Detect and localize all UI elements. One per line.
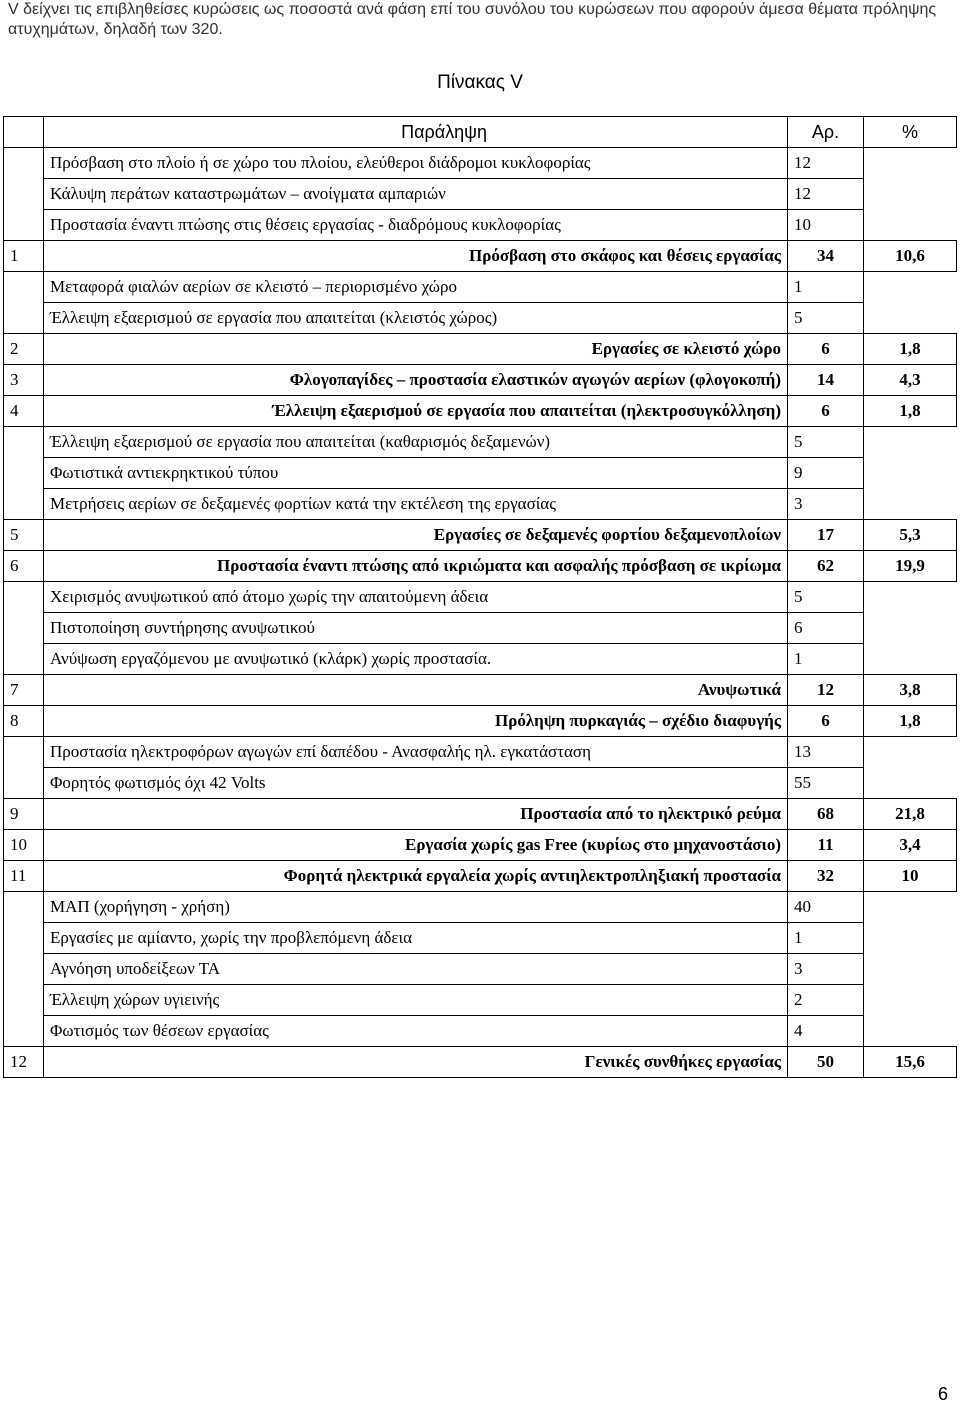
row-percent — [864, 613, 957, 644]
row-percent: 19,9 — [864, 551, 957, 582]
row-percent — [864, 985, 957, 1016]
row-count: 6 — [788, 396, 864, 427]
omissions-table — [3, 116, 957, 1078]
category-row — [4, 396, 957, 427]
row-count: 12 — [788, 675, 864, 706]
row-percent: 1,8 — [864, 334, 957, 365]
row-number — [4, 179, 44, 210]
row-number — [4, 303, 44, 334]
header-count: Αρ. — [788, 117, 864, 148]
row-number: 11 — [4, 861, 44, 892]
row-number — [4, 985, 44, 1016]
row-number — [4, 427, 44, 458]
row-description: Φωτισμός των θέσεων εργασίας — [44, 1016, 788, 1047]
row-number — [4, 582, 44, 613]
row-percent — [864, 489, 957, 520]
row-percent: 5,3 — [864, 520, 957, 551]
row-percent — [864, 272, 957, 303]
detail-row — [4, 179, 957, 210]
detail-row — [4, 582, 957, 613]
category-row — [4, 520, 957, 551]
category-row — [4, 365, 957, 396]
row-number — [4, 613, 44, 644]
row-count: 5 — [788, 303, 864, 334]
detail-row — [4, 892, 957, 923]
row-number: 4 — [4, 396, 44, 427]
category-row — [4, 334, 957, 365]
row-percent: 21,8 — [864, 799, 957, 830]
row-percent: 10,6 — [864, 241, 957, 272]
page-number: 6 — [937, 1384, 948, 1404]
row-count: 11 — [788, 830, 864, 861]
row-description: Έλλειψη χώρων υγιεινής — [44, 985, 788, 1016]
row-percent: 15,6 — [864, 1047, 957, 1078]
row-percent — [864, 644, 957, 675]
row-description: ΜΑΠ (χορήγηση - χρήση) — [44, 892, 788, 923]
row-count: 6 — [788, 706, 864, 737]
row-description: Προστασία έναντι πτώσης από ικριώματα και ασφαλής πρόσβαση σε ικρίωμα — [44, 551, 788, 582]
detail-row — [4, 737, 957, 768]
row-description: Προστασία από το ηλεκτρικό ρεύμα — [44, 799, 788, 830]
row-description: Μεταφορά φιαλών αερίων σε κλειστό – περιορισμένο χώρο — [44, 272, 788, 303]
header-title: Παράληψη — [44, 117, 788, 148]
row-percent — [864, 458, 957, 489]
row-count: 5 — [788, 427, 864, 458]
row-description: Έλλειψη εξαερισμού σε εργασία που απαιτείται (καθαρισμός δεξαμενών) — [44, 427, 788, 458]
row-number — [4, 892, 44, 923]
row-count: 2 — [788, 985, 864, 1016]
row-number — [4, 768, 44, 799]
detail-row — [4, 954, 957, 985]
row-percent — [864, 1016, 957, 1047]
row-count: 12 — [788, 179, 864, 210]
detail-row — [4, 272, 957, 303]
row-number — [4, 489, 44, 520]
category-row — [4, 861, 957, 892]
row-description: Προστασία ηλεκτροφόρων αγωγών επί δαπέδου - Ανασφαλής ηλ. εγκατάσταση — [44, 737, 788, 768]
row-description: Προστασία έναντι πτώσης στις θέσεις εργασίας - διαδρόμους κυκλοφορίας — [44, 210, 788, 241]
row-number — [4, 148, 44, 179]
row-percent — [864, 582, 957, 613]
row-count: 55 — [788, 768, 864, 799]
detail-row — [4, 644, 957, 675]
row-percent: 3,8 — [864, 675, 957, 706]
header-row — [4, 117, 957, 148]
table-body — [4, 117, 957, 1078]
row-number — [4, 210, 44, 241]
header-percent: % — [864, 117, 957, 148]
row-number — [4, 458, 44, 489]
category-row — [4, 830, 957, 861]
detail-row — [4, 923, 957, 954]
row-description: Πρόληψη πυρκαγιάς – σχέδιο διαφυγής — [44, 706, 788, 737]
row-count: 1 — [788, 272, 864, 303]
row-percent — [864, 427, 957, 458]
row-description: Φωτιστικά αντιεκρηκτικού τύπου — [44, 458, 788, 489]
detail-row — [4, 210, 957, 241]
row-number: 7 — [4, 675, 44, 706]
row-number: 3 — [4, 365, 44, 396]
detail-row — [4, 985, 957, 1016]
row-description: Πρόσβαση στο πλοίο ή σε χώρο του πλοίου, ελεύθεροι διάδρομοι κυκλοφορίας — [44, 148, 788, 179]
row-count: 34 — [788, 241, 864, 272]
row-count: 62 — [788, 551, 864, 582]
row-description: Ανύψωση εργαζόμενου με ανυψωτικό (κλάρκ) χωρίς προστασία. — [44, 644, 788, 675]
row-description: Πιστοποίηση συντήρησης ανυψωτικού — [44, 613, 788, 644]
detail-row — [4, 303, 957, 334]
row-number: 6 — [4, 551, 44, 582]
row-description: Φλογοπαγίδες – προστασία ελαστικών αγωγών αερίων (φλογοκοπή) — [44, 365, 788, 396]
row-count: 9 — [788, 458, 864, 489]
row-percent — [864, 148, 957, 179]
row-number — [4, 1016, 44, 1047]
row-count: 6 — [788, 334, 864, 365]
intro-paragraph: V δείχνει τις επιβληθείσες κυρώσεις ως ποσοστά ανά φάση επί του συνόλου του κυρώσεων που αφορούν άμεσα θέματα πρόληψης ατυχημάτων, δηλαδή των 320. — [8, 1, 937, 38]
row-count: 40 — [788, 892, 864, 923]
row-count: 50 — [788, 1047, 864, 1078]
row-description: Χειρισμός ανυψωτικού από άτομο χωρίς την απαιτούμενη άδεια — [44, 582, 788, 613]
detail-row — [4, 427, 957, 458]
row-number: 12 — [4, 1047, 44, 1078]
row-count: 1 — [788, 644, 864, 675]
row-percent: 4,3 — [864, 365, 957, 396]
row-percent — [864, 737, 957, 768]
row-count: 1 — [788, 923, 864, 954]
row-count: 14 — [788, 365, 864, 396]
detail-row — [4, 458, 957, 489]
detail-row — [4, 613, 957, 644]
category-row — [4, 799, 957, 830]
row-description: Φορητά ηλεκτρικά εργαλεία χωρίς αντιηλεκτροπληξιακή προστασία — [44, 861, 788, 892]
row-percent — [864, 210, 957, 241]
row-description: Μετρήσεις αερίων σε δεξαμενές φορτίων κατά την εκτέλεση της εργασίας — [44, 489, 788, 520]
row-percent — [864, 768, 957, 799]
row-number: 5 — [4, 520, 44, 551]
row-description: Πρόσβαση στο σκάφος και θέσεις εργασίας — [44, 241, 788, 272]
row-percent: 10 — [864, 861, 957, 892]
row-percent — [864, 179, 957, 210]
row-description: Αγνόηση υποδείξεων ΤΑ — [44, 954, 788, 985]
category-row — [4, 241, 957, 272]
row-count: 13 — [788, 737, 864, 768]
row-description: Έλλειψη εξαερισμού σε εργασία που απαιτείται (κλειστός χώρος) — [44, 303, 788, 334]
row-number: 8 — [4, 706, 44, 737]
row-number — [4, 923, 44, 954]
row-description: Εργασίες με αμίαντο, χωρίς την προβλεπόμενη άδεια — [44, 923, 788, 954]
row-description: Εργασία χωρίς gas Free (κυρίως στο μηχανοστάσιο) — [44, 830, 788, 861]
row-percent — [864, 892, 957, 923]
row-count: 68 — [788, 799, 864, 830]
row-percent: 3,4 — [864, 830, 957, 861]
row-count: 17 — [788, 520, 864, 551]
row-count: 5 — [788, 582, 864, 613]
row-count: 32 — [788, 861, 864, 892]
row-number — [4, 644, 44, 675]
row-description: Γενικές συνθήκες εργασίας — [44, 1047, 788, 1078]
row-count: 10 — [788, 210, 864, 241]
row-description: Φορητός φωτισμός όχι 42 Volts — [44, 768, 788, 799]
row-number: 10 — [4, 830, 44, 861]
detail-row — [4, 768, 957, 799]
detail-row — [4, 1016, 957, 1047]
row-description: Εργασίες σε δεξαμενές φορτίου δεξαμενοπλοίων — [44, 520, 788, 551]
row-count: 4 — [788, 1016, 864, 1047]
row-percent — [864, 923, 957, 954]
row-percent — [864, 303, 957, 334]
row-count: 6 — [788, 613, 864, 644]
row-number — [4, 954, 44, 985]
category-row — [4, 706, 957, 737]
detail-row — [4, 148, 957, 179]
row-count: 3 — [788, 954, 864, 985]
header-num-cell — [4, 117, 44, 148]
row-number — [4, 272, 44, 303]
row-percent: 1,8 — [864, 396, 957, 427]
row-description: Ανυψωτικά — [44, 675, 788, 706]
row-number — [4, 737, 44, 768]
category-row — [4, 675, 957, 706]
row-number: 9 — [4, 799, 44, 830]
row-number: 2 — [4, 334, 44, 365]
row-percent: 1,8 — [864, 706, 957, 737]
detail-row — [4, 489, 957, 520]
row-count: 3 — [788, 489, 864, 520]
table-caption: Πίνακας V — [437, 72, 523, 93]
category-row — [4, 551, 957, 582]
row-description: Έλλειψη εξαερισμού σε εργασία που απαιτείται (ηλεκτροσυγκόλληση) — [44, 396, 788, 427]
row-description: Εργασίες σε κλειστό χώρο — [44, 334, 788, 365]
row-count: 12 — [788, 148, 864, 179]
row-percent — [864, 954, 957, 985]
row-description: Κάλυψη περάτων καταστρωμάτων – ανοίγματα αμπαριών — [44, 179, 788, 210]
row-number: 1 — [4, 241, 44, 272]
category-row — [4, 1047, 957, 1078]
